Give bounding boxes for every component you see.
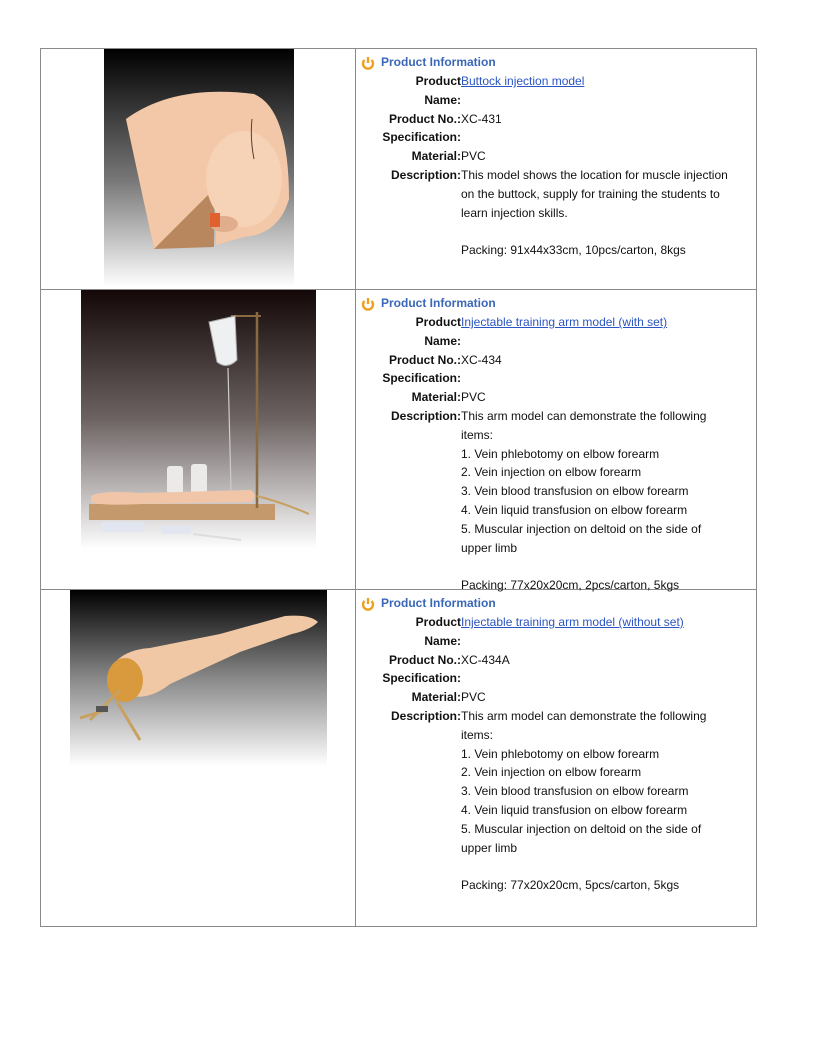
product-info-2: Product Information Product Injectable training arm model (with set) Name: Product No.: XC-434 Specification: Material: PVC Description: This arm model can demonstrate the following items: 1. Vein phlebotomy on elbow forearm 2. Vein injection on elbow forearm 3. Vein blood transfusion on elbow forearm 4. Vein liquid transfusion on elbow forearm 5. Muscular injection on deltoid on the side of upper limb Packing: 77x20x20cm, 2pcs/carton, 5kgs xyxy=(361,294,751,595)
product-name-link[interactable]: Buttock injection model xyxy=(461,74,585,88)
product-no: XC-431 xyxy=(461,111,502,126)
buttock-model-image xyxy=(104,49,294,287)
orange-circle-arrow-icon xyxy=(361,56,375,70)
material: PVC xyxy=(461,149,486,164)
material: PVC xyxy=(461,390,486,405)
packing: Packing: 77x20x20cm, 2pcs/carton, 5kgs xyxy=(461,578,680,593)
packing: Packing: 77x20x20cm, 5pcs/carton, 5kgs xyxy=(461,878,680,893)
product-info-header: Product Information xyxy=(361,594,751,613)
material: PVC xyxy=(461,690,486,705)
product-info-header: Product Information xyxy=(361,53,751,72)
specification xyxy=(461,669,751,688)
description: This arm model can demonstrate the following items: 1. Vein phlebotomy on elbow forearm 2. Vein injection on elbow forearm 3. Vein blood transfusion on elbow forearm 4. Vein liquid transfusion on elbow forearm 5. Muscular injection on deltoid on the side of upper limb Packing: 77x20x20cm, 5pcs/carton, 5kgs xyxy=(461,707,751,895)
product-name-link[interactable]: Injectable training arm model (with set) xyxy=(461,315,668,329)
orange-circle-arrow-icon xyxy=(361,597,375,611)
product-no: XC-434A xyxy=(461,652,510,667)
product-info-3: Product Information Product Injectable training arm model (without set) Name: Product No.: XC-434A Specification: Material: PVC Description: This arm model can demonstrate the following items: 1. Vein phlebotomy on elbow forearm 2. Vein injection on elbow forearm 3. Vein blood transfusion on elbow forearm 4. Vein liquid transfusion on elbow forearm 5. Muscular injection on deltoid on the side of upper limb Packing: 77x20x20cm, 5pcs/carton, 5kgs xyxy=(361,594,751,895)
packing: Packing: 91x44x33cm, 10pcs/carton, 8kgs xyxy=(461,243,686,258)
arm-model-with-set-image xyxy=(81,290,316,549)
product-info-1: Product Information Product Buttock injection model Name: Product No.: XC-431 Specification: Material: PVC Description: This model shows the location for muscle injection on the buttock, supply for training the students to learn injection skills. Packing: 91x44x33cm, 10pcs/carton, 8kgs xyxy=(361,53,751,260)
specification xyxy=(461,369,751,388)
description: This model shows the location for muscle injection on the buttock, supply for training the students to learn injection skills. Packing: 91x44x33cm, 10pcs/carton, 8kgs xyxy=(461,166,751,260)
product-info-header: Product Information xyxy=(361,294,751,313)
product-table xyxy=(40,48,757,927)
specification xyxy=(461,128,751,147)
product-name-link[interactable]: Injectable training arm model (without set) xyxy=(461,615,684,629)
orange-circle-arrow-icon xyxy=(361,297,375,311)
product-no: XC-434 xyxy=(461,352,502,367)
description: This arm model can demonstrate the following items: 1. Vein phlebotomy on elbow forearm 2. Vein injection on elbow forearm 3. Vein blood transfusion on elbow forearm 4. Vein liquid transfusion on elbow forearm 5. Muscular injection on deltoid on the side of upper limb Packing: 77x20x20cm, 2pcs/carton, 5kgs xyxy=(461,407,751,595)
column-divider xyxy=(355,49,356,926)
arm-model-without-set-image xyxy=(70,590,327,766)
